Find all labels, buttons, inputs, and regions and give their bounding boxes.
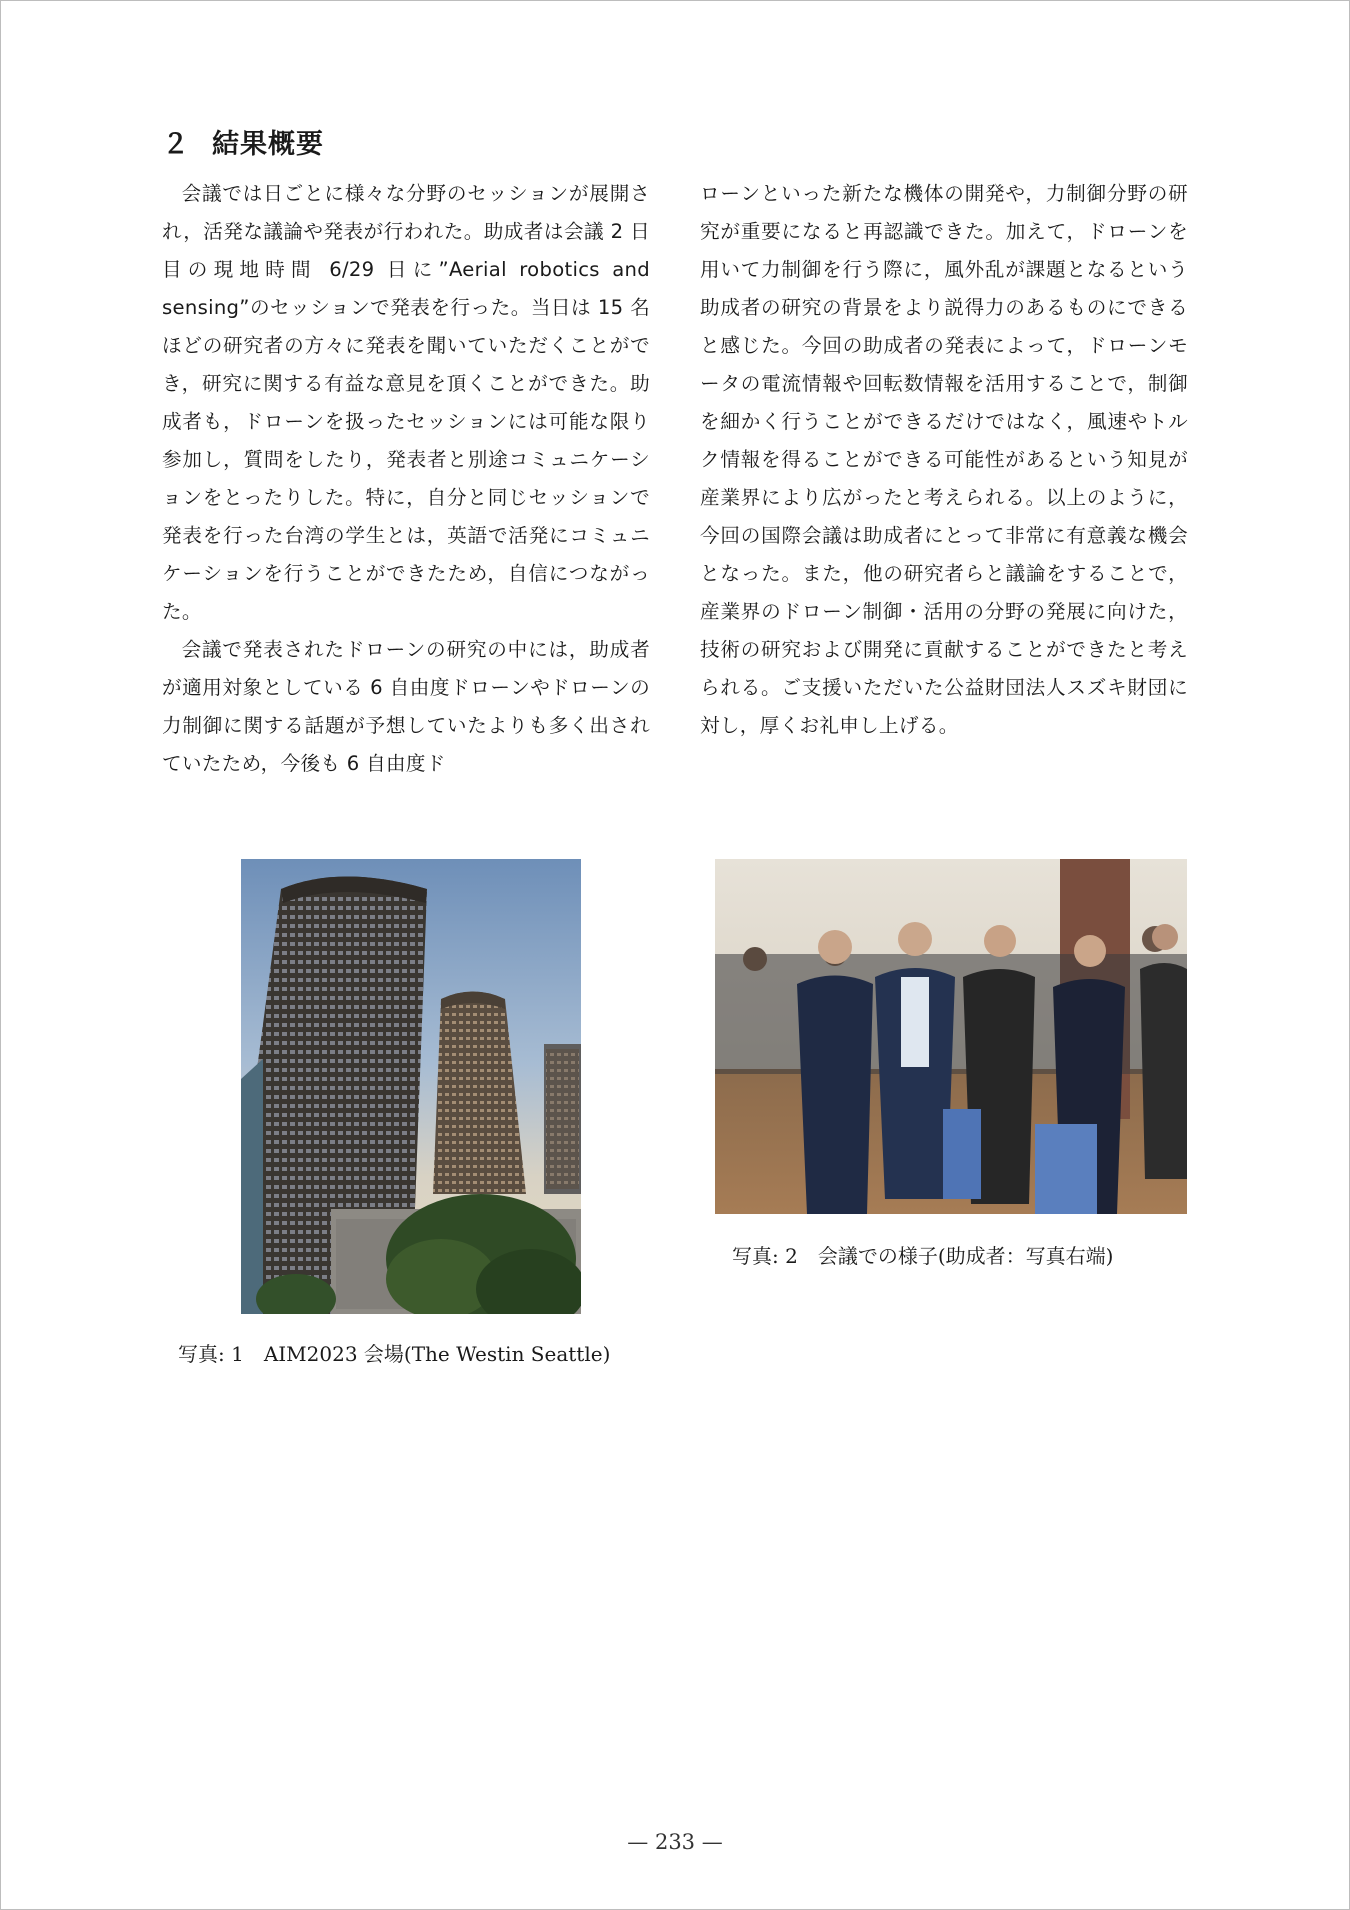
photo-2-caption: 写真: 2 会議での様子(助成者：写真右端): [732, 1244, 1114, 1268]
right-column: [700, 175, 1188, 745]
section-number: ２: [162, 129, 190, 160]
right-paragraph: ローンといった新たな機体の開発や，力制御分野の研究が重要になると再認識できた。加えて，ドローンを用いて力制御を行う際に，風外乱が課題となるという助成者の研究の背景をより説得力のあるものにできると感じた。今回の助成者の発表によって，ドローンモータの電流情報や回転数情報を活用することで，制御を細かく行うことができるだけではなく，風速やトルク情報を得ることができる可能性があるという知見が産業界により広がったと考えられる。以上のように，今回の国際会議は助成者にとって非常に有意義な機会となった。また，他の研究者らと議論をすることで，産業界のドローン制御・活用の分野の発展に向けた，技術の研究および開発に貢献することができたと考えられる。ご支援いただいた公益財団法人スズキ財団に対し，厚くお礼申し上げる。: [700, 182, 1188, 737]
section-title-text: 結果概要: [212, 129, 324, 160]
section-heading: [162, 122, 324, 161]
photo-conference-group: [715, 859, 1187, 1214]
photo-venue-towers: [241, 859, 581, 1314]
photo-1-caption: 写真: 1 AIM2023 会場(The Westin Seattle): [178, 1342, 611, 1366]
page-number: — 233 —: [627, 1830, 723, 1854]
left-paragraph-1: 会議では日ごとに様々な分野のセッションが展開され，活発な議論や発表が行われた。助成者は会議 2 日目の現地時間 6/29 日に”Aerial robotics and sensing”のセッションで発表を行った。当日は 15 名ほどの研究者の方々に発表を聞いていただくことができ，研究に関する有益な意見を頂くことができた。助成者も，ドローンを扱ったセッションには可能な限り参加し，質問をしたり，発表者と別途コミュニケーションをとったりした。特に，自分と同じセッションで発表を行った台湾の学生とは，英語で活発にコミュニケーションを行うことができたため，自信につながった。: [162, 182, 650, 623]
left-paragraph-2: 会議で発表されたドローンの研究の中には，助成者が適用対象としている 6 自由度ドローンやドローンの力制御に関する話題が予想していたよりも多く出されていたため，今後も 6 自由度ド: [162, 638, 650, 775]
left-column: [162, 175, 650, 783]
